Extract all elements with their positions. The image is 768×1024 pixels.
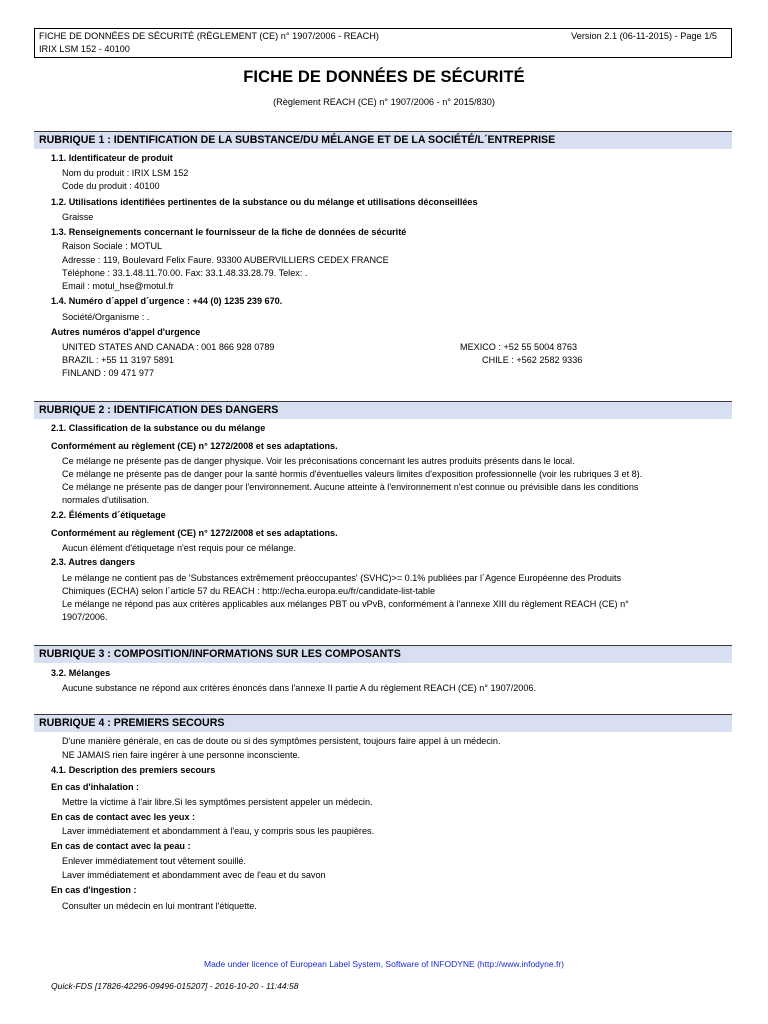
section-heading-4: RUBRIQUE 4 : PREMIERS SECOURS [34,714,732,732]
supplier-name: Raison Sociale : MOTUL [62,241,163,251]
section-heading-2: RUBRIQUE 2 : IDENTIFICATION DES DANGERS [34,401,732,419]
header-product: IRIX LSM 152 - 40100 [39,44,130,54]
subsection-1-3: 1.3. Renseignements concernant le fournisseur de la fiche de données de sécurité [51,227,407,237]
emergency-chile: CHILE : +562 2582 9336 [482,355,583,365]
supplier-address: Adresse : 119, Boulevard Felix Faure. 93300 AUBERVILLIERS CEDEX FRANCE [62,255,389,265]
skin-contact-text-1: Enlever immédiatement tout vêtement souillé. [62,856,246,866]
hazard-environment-cont: normales d'utilisation. [62,495,150,505]
emergency-mexico: MEXICO : +52 55 5004 8763 [460,342,578,352]
header-document-title: FICHE DE DONNÉES DE SÉCURITÉ (RÈGLEMENT (CE) n° 1907/2006 - REACH) [39,31,379,41]
subsection-2-1: 2.1. Classification de la substance ou du mélange [51,423,266,433]
supplier-phone: Téléphone : 33.1.48.11.70.00. Fax: 33.1.48.33.28.79. Telex: . [62,268,308,278]
product-name: Nom du produit : IRIX LSM 152 [62,168,189,178]
page-header-box [34,28,732,58]
eye-contact-text: Laver immédiatement et abondamment à l'eau, y compris sous les paupières. [62,826,375,836]
subsection-1-2: 1.2. Utilisations identifiées pertinentes de la substance ou du mélange et utilisations déconseillées [51,197,478,207]
section-heading-3: RUBRIQUE 3 : COMPOSITION/INFORMATIONS SUR LES COMPOSANTS [34,645,732,663]
eye-contact-label: En cas de contact avec les yeux : [51,812,196,822]
emergency-finland: FINLAND : 09 471 977 [62,368,154,378]
hazard-health: Ce mélange ne présente pas de danger pour la santé hormis d'éventuelles valeurs limites d'exposition professionnelle (voir les rubriques 3 et 8). [62,469,643,479]
composition-text: Aucune substance ne répond aux critères énoncés dans l'annexe II partie A du règlement REACH (CE) n° 1907/2006. [62,683,536,693]
subsection-4-1: 4.1. Description des premiers secours [51,765,216,775]
subsection-1-1: 1.1. Identificateur de produit [51,153,173,163]
skin-contact-text-2: Laver immédiatement et abondamment avec de l'eau et du savon [62,870,326,880]
licence-footer: Made under licence of European Label System, Software of INFODYNE (http://www.infodyne.fr) [203,959,564,969]
ingestion-text: Consulter un médecin en lui montrant l'étiquette. [62,901,257,911]
regulation-note-1: Conformément au règlement (CE) n° 1272/2008 et ses adaptations. [51,441,338,451]
supplier-email: Email : motul_hse@motul.fr [62,281,174,291]
subsection-2-2: 2.2. Éléments d´étiquetage [51,510,166,520]
svhc-statement: Le mélange ne contient pas de 'Substances extrêmement préoccupantes' (SVHC)>= 0.1% publiées par l´Agence Européenne des Produits [62,573,622,583]
pbt-statement-cont: 1907/2006. [62,612,108,622]
hazard-physical: Ce mélange ne présente pas de danger physique. Voir les préconisations concernant les autres produits présents dans le local. [62,456,575,466]
page-title: FICHE DE DONNÉES DE SÉCURITÉ [243,68,525,86]
header-version-page: Version 2.1 (06-11-2015) - Page 1/5 [571,31,717,41]
first-aid-general: D'une manière générale, en cas de doute ou si des symptômes persistent, toujours faire appel à un médecin. [62,736,501,746]
other-emergency-numbers-label: Autres numéros d'appel d'urgence [51,327,201,337]
section-heading-1: RUBRIQUE 1 : IDENTIFICATION DE LA SUBSTANCE/DU MÉLANGE ET DE LA SOCIÉTÉ/L´ENTREPRISE [34,131,732,149]
labelling-none: Aucun élément d'étiquetage n'est requis pour ce mélange. [62,543,296,553]
product-code: Code du produit : 40100 [62,181,160,191]
quick-fds-reference: Quick-FDS [17826-42296-09496-015207] - 2016-10-20 - 11:44:58 [51,981,299,991]
inhalation-text: Mettre la victime à l'air libre.Si les symptômes persistent appeler un médecin. [62,797,373,807]
svhc-statement-cont: Chimiques (ECHA) selon l´article 57 du REACH : http://echa.europa.eu/fr/candidate-list-table [62,586,436,596]
page-subtitle: (Règlement REACH (CE) n° 1907/2006 - n° 2015/830) [273,97,495,107]
first-aid-warning: NE JAMAIS rien faire ingérer à une personne inconsciente. [62,750,301,760]
usage-text: Graisse [62,212,94,222]
ingestion-label: En cas d'ingestion : [51,885,137,895]
subsection-1-4: 1.4. Numéro d´appel d´urgence : +44 (0) 1235 239 670. [51,296,283,306]
emergency-brazil: BRAZIL : +55 11 3197 5891 [62,355,174,365]
regulation-note-2: Conformément au règlement (CE) n° 1272/2008 et ses adaptations. [51,528,338,538]
emergency-usa-canada: UNITED STATES AND CANADA : 001 866 928 0789 [62,342,275,352]
emergency-organisation: Société/Organisme : . [62,312,150,322]
hazard-environment: Ce mélange ne présente pas de danger pour l'environnement. Aucune atteinte à l'environnement n'est connue ou prévisible dans les conditions [62,482,639,492]
skin-contact-label: En cas de contact avec la peau : [51,841,191,851]
subsection-2-3: 2.3. Autres dangers [51,557,136,567]
inhalation-label: En cas d'inhalation : [51,782,140,792]
pbt-statement: Le mélange ne répond pas aux critères applicables aux mélanges PBT ou vPvB, conformément à l'annexe XIII du règlement REACH (CE) n° [62,599,629,609]
subsection-3-2: 3.2. Mélanges [51,668,111,678]
